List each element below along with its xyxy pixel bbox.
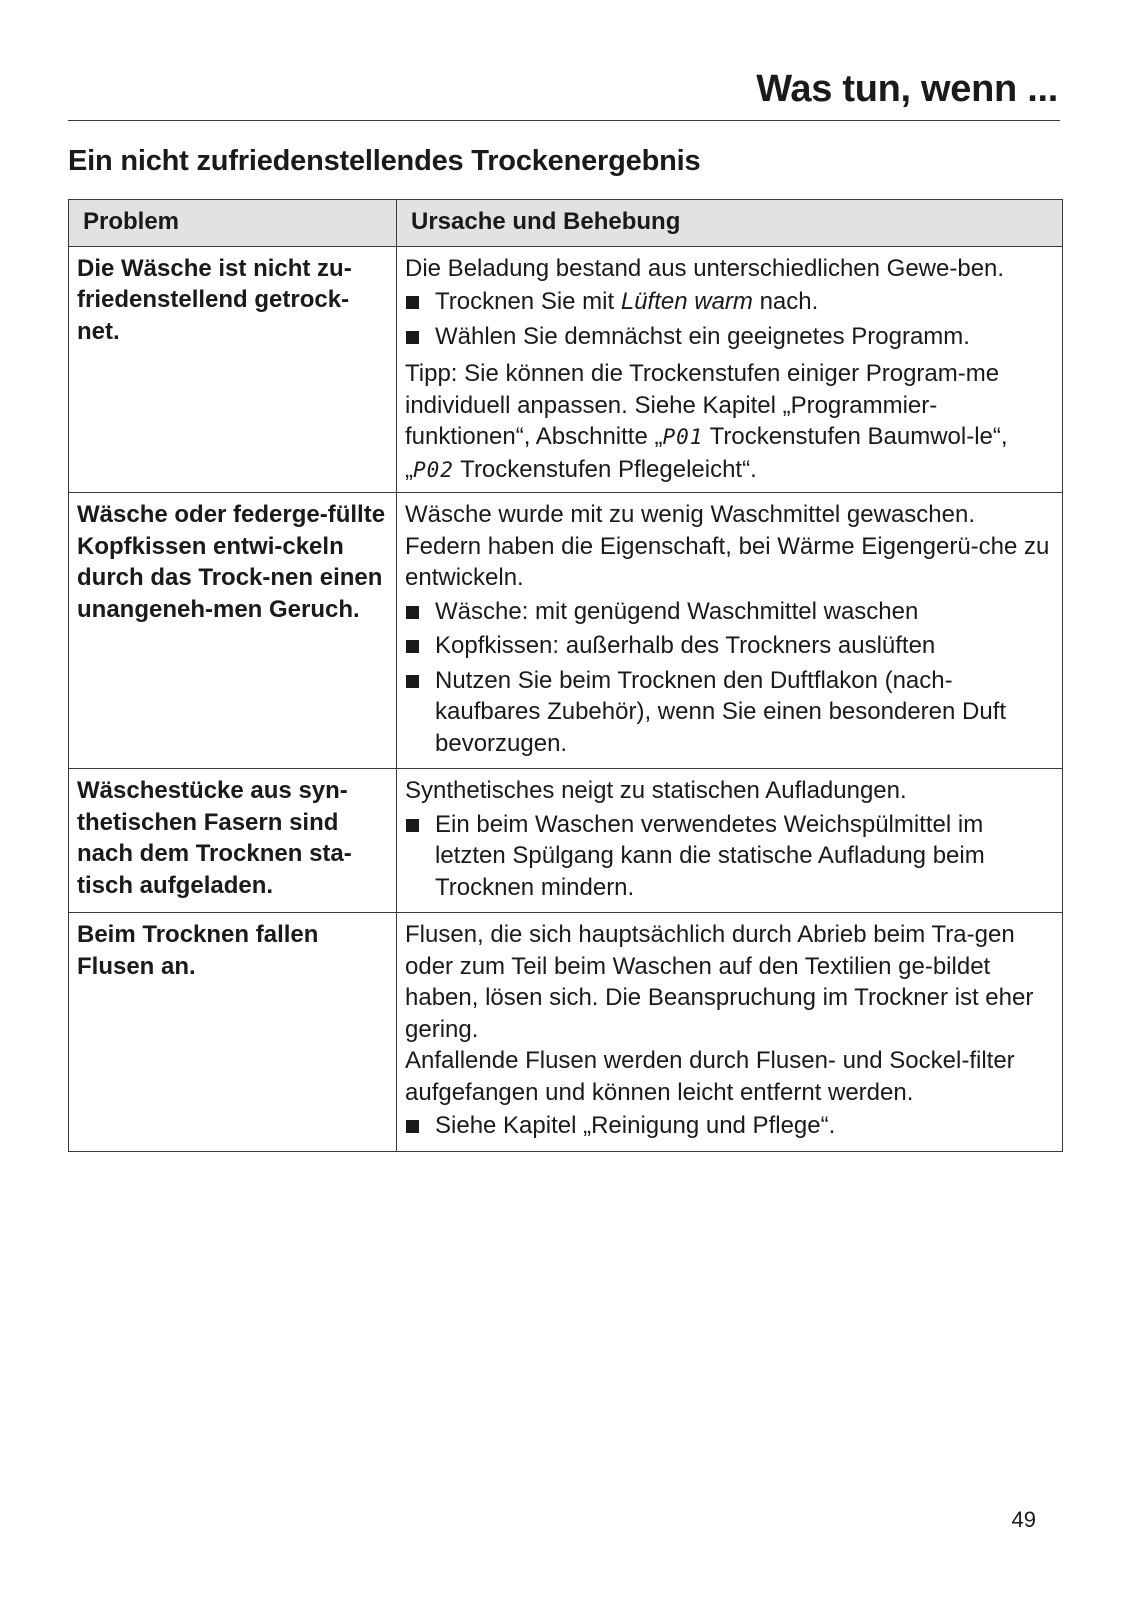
- bullet-text: Trocknen Sie mit: [435, 288, 621, 315]
- column-header-cause: Ursache und Behebung: [397, 200, 1063, 247]
- bullet-text: nach.: [752, 288, 819, 315]
- cause-text: Wäsche wurde mit zu wenig Waschmittel gewaschen.: [405, 501, 975, 528]
- bullet-item: Wäsche: mit genügend Waschmittel waschen: [405, 596, 1054, 628]
- bullet-item: [405, 286, 1054, 318]
- page-number: 49: [1011, 1507, 1036, 1532]
- cause-text: Die Beladung bestand aus unterschiedlichen Gewe-ben.: [405, 254, 1005, 282]
- section-title: Ein nicht zufriedenstellendes Trockenergebnis: [68, 145, 701, 177]
- table-row: [69, 913, 1063, 1152]
- table-header-row: [69, 200, 1063, 247]
- column-header-problem: Problem: [69, 200, 397, 247]
- program-name: Lüften warm: [620, 288, 753, 315]
- cause-text: Flusen, die sich hauptsächlich durch Abrieb beim Tra-gen oder zum Teil beim Waschen auf den Textilien ge-bildet haben, lösen sich. Die Beanspruchung im Trockner ist eher gering.: [405, 921, 1034, 1043]
- problem-cell: Beim Trocknen fallen Flusen an.: [69, 913, 397, 1152]
- bullet-item: Wählen Sie demnächst ein geeignetes Programm.: [405, 321, 1054, 353]
- problem-cell: Die Wäsche ist nicht zu-friedenstellend getrock-net.: [69, 246, 397, 493]
- table-row: [69, 493, 1063, 769]
- bullet-list: [405, 596, 1054, 760]
- cause-cell: [397, 913, 1063, 1152]
- problem-cell: Wäschestücke aus syn-thetischen Fasern sind nach dem Trocknen sta-tisch aufgeladen.: [69, 769, 397, 913]
- troubleshooting-table: [68, 199, 1063, 1152]
- page-header: [68, 62, 1060, 121]
- bullet-list: [405, 809, 1054, 904]
- cause-text: Federn haben die Eigenschaft, bei Wärme Eigengerü-che zu entwickeln.: [405, 532, 1050, 591]
- tip-text-part: Trockenstufen Baumwol-le“, „: [405, 423, 1008, 483]
- cause-cell: [397, 493, 1063, 769]
- bullet-list: [405, 286, 1054, 352]
- bullet-item: Nutzen Sie beim Trocknen den Duftflakon (nach-kaufbares Zubehör), wenn Sie einen besonderen Duft bevorzugen.: [405, 665, 1054, 760]
- bullet-item: Siehe Kapitel „Reinigung und Pflege“.: [405, 1110, 1054, 1142]
- tip-text: [405, 358, 1054, 486]
- cause-text: Synthetisches neigt zu statischen Aufladungen.: [405, 777, 907, 804]
- cause-cell: [397, 769, 1063, 913]
- tip-text-part: Tipp: Sie können die Trockenstufen einiger Program-me individuell anpassen. Siehe Kapitel „Programmier-funktionen“, Abschnitte „: [405, 360, 1000, 450]
- tip-text-part: Trockenstufen Pflegeleicht“.: [453, 455, 757, 483]
- bullet-list: [405, 1110, 1054, 1142]
- table-row: [69, 246, 1063, 493]
- bullet-item: Kopfkissen: außerhalb des Trockners auslüften: [405, 630, 1054, 662]
- table-row: [69, 769, 1063, 913]
- cause-cell: [397, 246, 1063, 493]
- display-code: P02: [413, 457, 454, 482]
- header-title: Was tun, wenn ...: [756, 68, 1058, 110]
- display-code: P01: [662, 425, 704, 449]
- cause-text: Anfallende Flusen werden durch Flusen- und Sockel-filter aufgefangen und können leicht entfernt werden.: [405, 1047, 1015, 1106]
- problem-cell: Wäsche oder federge-füllte Kopfkissen entwi-ckeln durch das Trock-nen einen unangeneh-men Geruch.: [69, 493, 397, 769]
- bullet-item: Ein beim Waschen verwendetes Weichspülmittel im letzten Spülgang kann die statische Aufladung beim Trocknen mindern.: [405, 809, 1054, 904]
